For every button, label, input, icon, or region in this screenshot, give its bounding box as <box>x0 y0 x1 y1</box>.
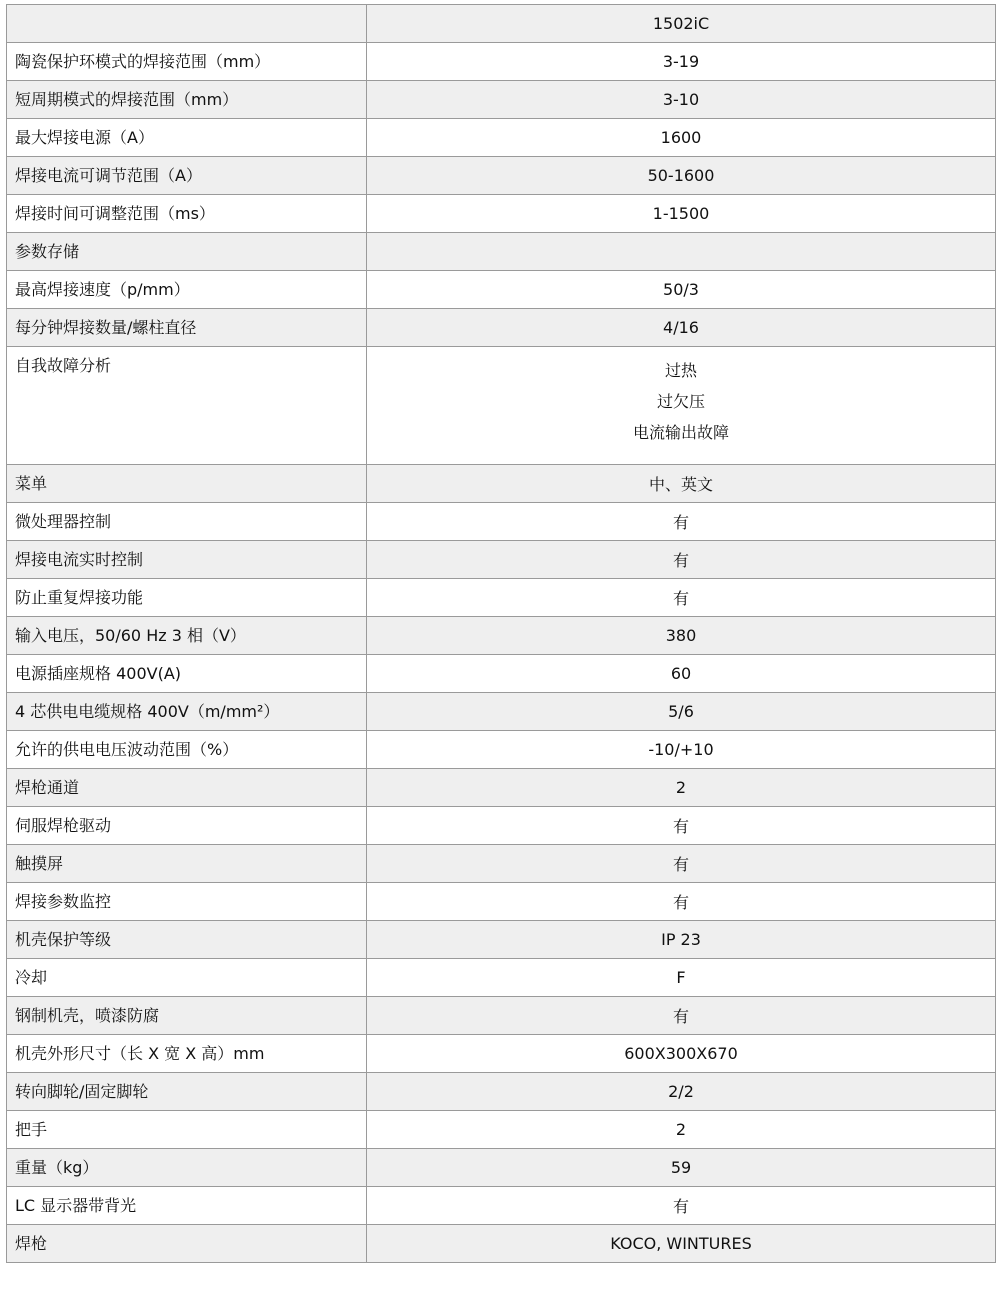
table-row <box>7 921 996 959</box>
row-value-list <box>367 347 996 465</box>
row-value: 50/3 <box>367 271 996 309</box>
table-row <box>7 1111 996 1149</box>
row-value: F <box>367 959 996 997</box>
row-label: 冷却 <box>7 959 367 997</box>
row-value: 有 <box>367 883 996 921</box>
row-value: 59 <box>367 1149 996 1187</box>
row-label: 最大焊接电源（A） <box>7 119 367 157</box>
row-label: 焊接时间可调整范围（ms） <box>7 195 367 233</box>
table-row <box>7 883 996 921</box>
row-label: 焊接电流可调节范围（A） <box>7 157 367 195</box>
row-value: IP 23 <box>367 921 996 959</box>
row-label: 允许的供电电压波动范围（%） <box>7 731 367 769</box>
row-value: 有 <box>367 845 996 883</box>
row-label: 4 芯供电电缆规格 400V（m/mm²） <box>7 693 367 731</box>
row-value: 有 <box>367 503 996 541</box>
row-value: 有 <box>367 807 996 845</box>
row-label: 短周期模式的焊接范围（mm） <box>7 81 367 119</box>
row-value: 380 <box>367 617 996 655</box>
header-row <box>7 5 996 43</box>
table-row <box>7 1149 996 1187</box>
table-row <box>7 617 996 655</box>
row-value: 60 <box>367 655 996 693</box>
table-row <box>7 807 996 845</box>
table-row <box>7 1225 996 1263</box>
table-row <box>7 465 996 503</box>
table-row <box>7 655 996 693</box>
row-label: 把手 <box>7 1111 367 1149</box>
row-label: 最高焊接速度（p/mm） <box>7 271 367 309</box>
row-value-line: 过欠压 <box>656 392 705 411</box>
row-label: 焊接电流实时控制 <box>7 541 367 579</box>
row-label: LC 显示器带背光 <box>7 1187 367 1225</box>
row-value: 有 <box>367 997 996 1035</box>
row-value: 有 <box>367 1187 996 1225</box>
table-row <box>7 157 996 195</box>
row-value: 有 <box>367 579 996 617</box>
table-row <box>7 503 996 541</box>
row-label: 焊接参数监控 <box>7 883 367 921</box>
row-value: 5/6 <box>367 693 996 731</box>
row-label: 焊枪通道 <box>7 769 367 807</box>
row-value: 2 <box>367 769 996 807</box>
table-row <box>7 541 996 579</box>
row-value: 4/16 <box>367 309 996 347</box>
row-label: 焊枪 <box>7 1225 367 1263</box>
row-value: 中、英文 <box>367 465 996 503</box>
table-row <box>7 81 996 119</box>
table-row <box>7 271 996 309</box>
row-value: 50-1600 <box>367 157 996 195</box>
table-row <box>7 233 996 271</box>
row-label: 电源插座规格 400V(A) <box>7 655 367 693</box>
row-label: 触摸屏 <box>7 845 367 883</box>
row-label: 菜单 <box>7 465 367 503</box>
row-value: 3-19 <box>367 43 996 81</box>
row-value: -10/+10 <box>367 731 996 769</box>
table-row-multiline <box>7 347 996 465</box>
table-row <box>7 579 996 617</box>
table-row <box>7 769 996 807</box>
row-label: 自我故障分析 <box>7 347 367 465</box>
row-label: 输入电压，50/60 Hz 3 相（V） <box>7 617 367 655</box>
row-value: KOCO, WINTURES <box>367 1225 996 1263</box>
header-model-cell: 1502iC <box>367 5 996 43</box>
row-value: 2 <box>367 1111 996 1149</box>
table-row <box>7 1073 996 1111</box>
row-label: 重量（kg） <box>7 1149 367 1187</box>
table-row <box>7 997 996 1035</box>
row-label: 机壳保护等级 <box>7 921 367 959</box>
row-value: 1600 <box>367 119 996 157</box>
header-label-cell <box>7 5 367 43</box>
spec-table-body <box>7 5 996 1263</box>
table-row <box>7 119 996 157</box>
row-label: 微处理器控制 <box>7 503 367 541</box>
row-label: 陶瓷保护环模式的焊接范围（mm） <box>7 43 367 81</box>
row-value: 600X300X670 <box>367 1035 996 1073</box>
row-label: 参数存储 <box>7 233 367 271</box>
row-value-line: 过热 <box>664 361 697 380</box>
row-label: 钢制机壳，喷漆防腐 <box>7 997 367 1035</box>
row-label: 伺服焊枪驱动 <box>7 807 367 845</box>
row-label: 机壳外形尺寸（长 X 宽 X 高）mm <box>7 1035 367 1073</box>
table-row <box>7 1187 996 1225</box>
row-value: 1-1500 <box>367 195 996 233</box>
table-row <box>7 1035 996 1073</box>
table-row <box>7 693 996 731</box>
row-value-line: 电流输出故障 <box>632 423 729 442</box>
table-row <box>7 731 996 769</box>
table-row <box>7 959 996 997</box>
row-value <box>367 233 996 271</box>
table-row <box>7 845 996 883</box>
table-row <box>7 43 996 81</box>
row-value: 2/2 <box>367 1073 996 1111</box>
row-value: 3-10 <box>367 81 996 119</box>
table-row <box>7 309 996 347</box>
row-value: 有 <box>367 541 996 579</box>
row-label: 每分钟焊接数量/螺柱直径 <box>7 309 367 347</box>
spec-table <box>6 4 996 1263</box>
row-label: 转向脚轮/固定脚轮 <box>7 1073 367 1111</box>
table-row <box>7 195 996 233</box>
row-label: 防止重复焊接功能 <box>7 579 367 617</box>
